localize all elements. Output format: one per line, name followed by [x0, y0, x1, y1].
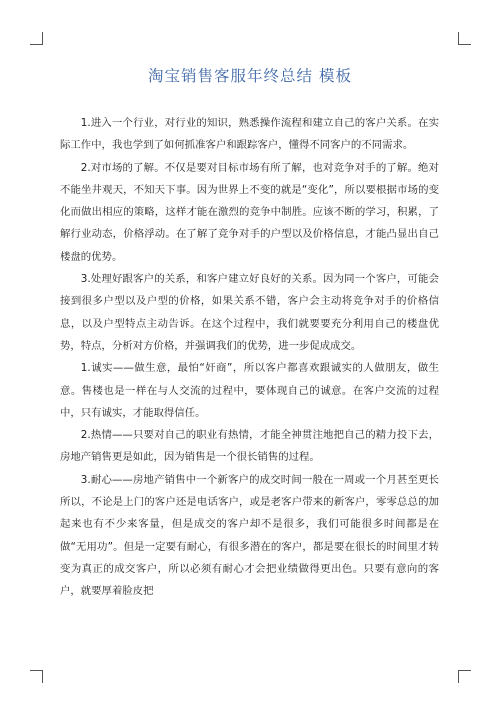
crop-mark-bottom-left — [30, 670, 43, 683]
paragraph-1: 1.进入一个行业，对行业的知识，熟悉操作流程和建立自己的客户关系。在实际工作中，我也学到了如何抓准客户和跟踪客户，懂得不同客户的不同需求。 — [60, 117, 439, 152]
crop-mark-top-left — [30, 32, 43, 45]
document-title: 淘宝销售客服年终总结 模板 — [148, 67, 352, 85]
paragraph-2: 2.对市场的了解。不仅是要对目标市场有所了解，也对竞争对手的了解。绝对不能坐井观天，不知天下事。因为世界上不变的就是“变化”，所以要根据市场的变化而做出相应的策略，这样才能在激烈的竞争中制胜。应该不断的学习，积累，了解行业动态，价格浮动。在了解了竞争对手的户型以及价格信息，才能凸显出自己楼盘的优势。 — [60, 161, 439, 263]
paragraph-4: 1.诚实——做生意，最怕“奸商”，所以客户都喜欢跟诚实的人做朋友，做生意。售楼也是一样在与人交流的过程中，要体现自己的诚意。在客户交流的过程中，只有诚实，才能取得信任。 — [60, 362, 439, 419]
paragraph-5: 2.热情——只要对自己的职业有热情，才能全神贯注地把自己的精力投下去，房地产销售更是如此，因为销售是一个很长销售的过程。 — [60, 429, 439, 464]
paragraph-6: 3.耐心——房地产销售中一个新客户的成交时间一般在一周或一个月甚至更长所以，不论是上门的客户还是电话客户，或是老客户带来的新客户，零零总总的加起来也有不少来客量，但是成交的客户却不是很多，我们可能很多时间都是在做“无用功”。但是一定要有耐心，有很多潜在的客户，都是要在很长的时间里才转变为真正的成交客户，所以必须有耐心才会把业绩做得更出色。只要有意向的客户，就要厚着脸皮把 — [60, 473, 439, 598]
paragraph-3: 3.处理好跟客户的关系，和客户建立好良好的关系。因为同一个客户，可能会接到很多户型以及户型的价格，如果关系不错，客户会主动将竞争对手的价格信息，以及户型特点主动告诉。在这个过程中，我们就要要充分利用自己的楼盘优势，特点，分析对方价格，并强调我们的优势，进一步促成成交。 — [60, 273, 439, 352]
document-body — [60, 112, 439, 603]
crop-mark-bottom-right — [458, 670, 471, 683]
crop-mark-top-right — [458, 32, 471, 45]
